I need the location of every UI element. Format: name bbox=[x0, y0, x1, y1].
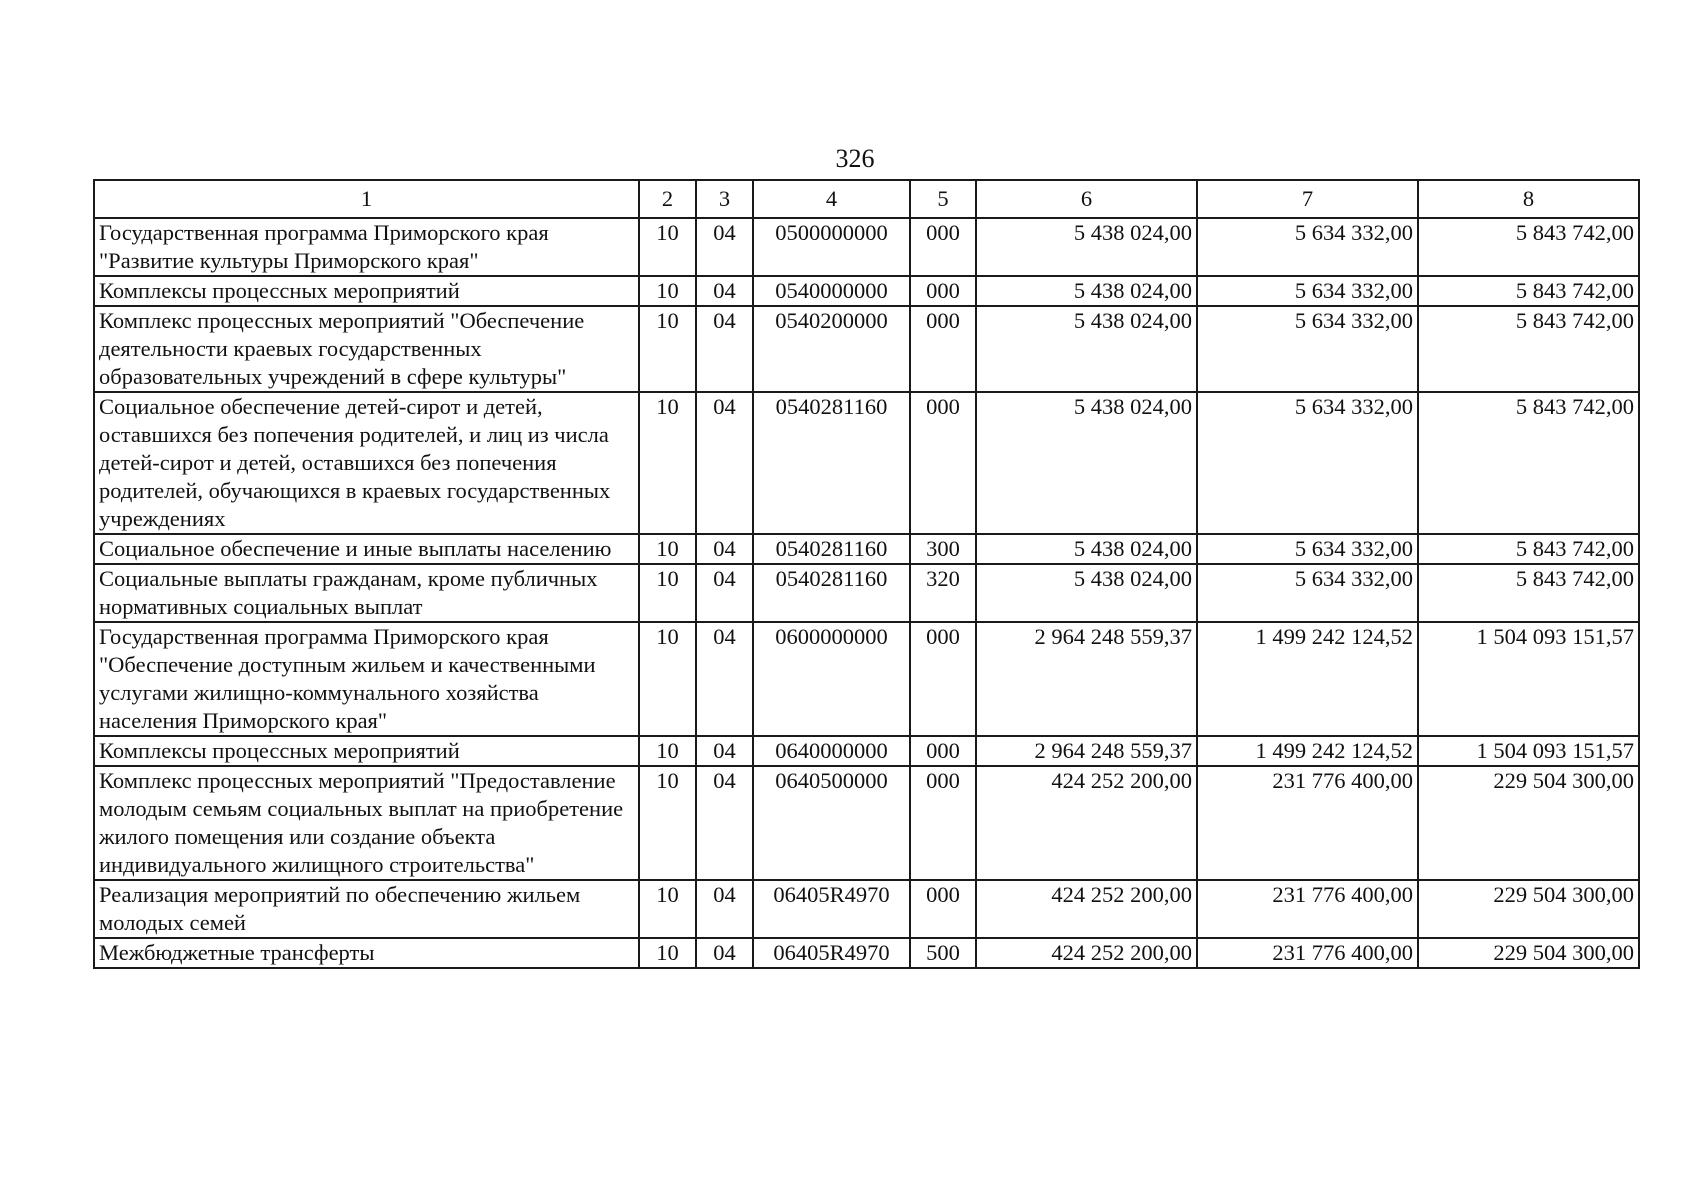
row-subsection: 04 bbox=[696, 880, 753, 938]
row-section: 10 bbox=[639, 766, 696, 880]
row-subsection: 04 bbox=[696, 218, 753, 276]
row-expense-type: 000 bbox=[910, 766, 976, 880]
row-target-code: 0500000000 bbox=[753, 218, 910, 276]
row-amount-col8: 5 843 742,00 bbox=[1418, 392, 1639, 534]
header-cell: 3 bbox=[696, 180, 753, 218]
row-target-code: 0640000000 bbox=[753, 736, 910, 766]
row-name: Государственная программа Приморского края "Развитие культуры Приморского края" bbox=[94, 218, 639, 276]
row-section: 10 bbox=[639, 564, 696, 622]
row-section: 10 bbox=[639, 736, 696, 766]
row-amount-col8: 5 843 742,00 bbox=[1418, 218, 1639, 276]
row-target-code: 0540281160 bbox=[753, 564, 910, 622]
row-name: Комплексы процессных мероприятий bbox=[94, 736, 639, 766]
row-section: 10 bbox=[639, 306, 696, 392]
row-amount-col6: 5 438 024,00 bbox=[976, 564, 1197, 622]
row-amount-col6: 424 252 200,00 bbox=[976, 880, 1197, 938]
budget-table bbox=[93, 179, 1640, 969]
row-name: Комплекс процессных мероприятий "Предоставление молодым семьям социальных выплат на приобретение жилого помещения или создание объекта индивидуального жилищного строительства" bbox=[94, 766, 639, 880]
row-amount-col8: 5 843 742,00 bbox=[1418, 306, 1639, 392]
row-name: Реализация мероприятий по обеспечению жильем молодых семей bbox=[94, 880, 639, 938]
row-amount-col7: 5 634 332,00 bbox=[1197, 218, 1418, 276]
row-amount-col8: 229 504 300,00 bbox=[1418, 766, 1639, 880]
table-row bbox=[94, 622, 1639, 736]
row-target-code: 0540000000 bbox=[753, 276, 910, 306]
row-amount-col6: 2 964 248 559,37 bbox=[976, 622, 1197, 736]
row-expense-type: 300 bbox=[910, 534, 976, 564]
row-expense-type: 000 bbox=[910, 276, 976, 306]
row-amount-col8: 229 504 300,00 bbox=[1418, 880, 1639, 938]
row-expense-type: 000 bbox=[910, 392, 976, 534]
row-name: Комплексы процессных мероприятий bbox=[94, 276, 639, 306]
table-row bbox=[94, 392, 1639, 534]
table-row bbox=[94, 736, 1639, 766]
row-section: 10 bbox=[639, 938, 696, 968]
row-amount-col6: 5 438 024,00 bbox=[976, 276, 1197, 306]
row-amount-col8: 5 843 742,00 bbox=[1418, 276, 1639, 306]
row-amount-col7: 1 499 242 124,52 bbox=[1197, 622, 1418, 736]
table-body bbox=[94, 218, 1639, 968]
row-expense-type: 000 bbox=[910, 306, 976, 392]
row-subsection: 04 bbox=[696, 622, 753, 736]
row-target-code: 0540200000 bbox=[753, 306, 910, 392]
row-amount-col8: 5 843 742,00 bbox=[1418, 534, 1639, 564]
row-section: 10 bbox=[639, 622, 696, 736]
header-cell: 6 bbox=[976, 180, 1197, 218]
row-amount-col7: 5 634 332,00 bbox=[1197, 564, 1418, 622]
row-amount-col8: 229 504 300,00 bbox=[1418, 938, 1639, 968]
table-row bbox=[94, 564, 1639, 622]
row-subsection: 04 bbox=[696, 306, 753, 392]
row-amount-col7: 5 634 332,00 bbox=[1197, 534, 1418, 564]
row-amount-col7: 231 776 400,00 bbox=[1197, 938, 1418, 968]
table-row bbox=[94, 938, 1639, 968]
row-amount-col6: 5 438 024,00 bbox=[976, 218, 1197, 276]
row-section: 10 bbox=[639, 880, 696, 938]
page-number: 326 bbox=[835, 144, 875, 173]
row-subsection: 04 bbox=[696, 564, 753, 622]
header-cell: 2 bbox=[639, 180, 696, 218]
row-name: Социальное обеспечение и иные выплаты населению bbox=[94, 534, 639, 564]
row-amount-col8: 1 504 093 151,57 bbox=[1418, 736, 1639, 766]
row-amount-col7: 231 776 400,00 bbox=[1197, 766, 1418, 880]
row-section: 10 bbox=[639, 392, 696, 534]
row-expense-type: 320 bbox=[910, 564, 976, 622]
table-row bbox=[94, 276, 1639, 306]
row-amount-col6: 5 438 024,00 bbox=[976, 306, 1197, 392]
header-cell: 7 bbox=[1197, 180, 1418, 218]
row-target-code: 06405R4970 bbox=[753, 938, 910, 968]
row-amount-col6: 424 252 200,00 bbox=[976, 938, 1197, 968]
table-row bbox=[94, 766, 1639, 880]
row-subsection: 04 bbox=[696, 766, 753, 880]
row-target-code: 0640500000 bbox=[753, 766, 910, 880]
table-row bbox=[94, 306, 1639, 392]
header-cell: 4 bbox=[753, 180, 910, 218]
row-name: Комплекс процессных мероприятий "Обеспечение деятельности краевых государственных образовательных учреждений в сфере культуры" bbox=[94, 306, 639, 392]
row-expense-type: 000 bbox=[910, 880, 976, 938]
row-section: 10 bbox=[639, 218, 696, 276]
row-expense-type: 500 bbox=[910, 938, 976, 968]
row-subsection: 04 bbox=[696, 392, 753, 534]
header-cell: 8 bbox=[1418, 180, 1639, 218]
row-expense-type: 000 bbox=[910, 218, 976, 276]
header-row bbox=[94, 180, 1639, 218]
row-target-code: 0600000000 bbox=[753, 622, 910, 736]
row-name: Социальные выплаты гражданам, кроме публичных нормативных социальных выплат bbox=[94, 564, 639, 622]
table-row bbox=[94, 880, 1639, 938]
row-name: Государственная программа Приморского края "Обеспечение доступным жильем и качественными услугами жилищно-коммунального хозяйства населения Приморского края" bbox=[94, 622, 639, 736]
row-name: Социальное обеспечение детей-сирот и детей, оставшихся без попечения родителей, и лиц из числа детей-сирот и детей, оставшихся без попечения родителей, обучающихся в краевых государственных учреждениях bbox=[94, 392, 639, 534]
row-amount-col6: 5 438 024,00 bbox=[976, 534, 1197, 564]
row-target-code: 0540281160 bbox=[753, 392, 910, 534]
row-amount-col8: 1 504 093 151,57 bbox=[1418, 622, 1639, 736]
row-amount-col7: 1 499 242 124,52 bbox=[1197, 736, 1418, 766]
row-target-code: 06405R4970 bbox=[753, 880, 910, 938]
table-row bbox=[94, 218, 1639, 276]
row-expense-type: 000 bbox=[910, 736, 976, 766]
row-section: 10 bbox=[639, 534, 696, 564]
row-amount-col7: 5 634 332,00 bbox=[1197, 306, 1418, 392]
row-subsection: 04 bbox=[696, 736, 753, 766]
row-amount-col6: 5 438 024,00 bbox=[976, 392, 1197, 534]
row-subsection: 04 bbox=[696, 276, 753, 306]
row-amount-col6: 424 252 200,00 bbox=[976, 766, 1197, 880]
row-section: 10 bbox=[639, 276, 696, 306]
row-expense-type: 000 bbox=[910, 622, 976, 736]
row-target-code: 0540281160 bbox=[753, 534, 910, 564]
row-subsection: 04 bbox=[696, 938, 753, 968]
row-amount-col7: 5 634 332,00 bbox=[1197, 392, 1418, 534]
header-cell: 5 bbox=[910, 180, 976, 218]
row-name: Межбюджетные трансферты bbox=[94, 938, 639, 968]
row-amount-col7: 231 776 400,00 bbox=[1197, 880, 1418, 938]
row-amount-col7: 5 634 332,00 bbox=[1197, 276, 1418, 306]
row-subsection: 04 bbox=[696, 534, 753, 564]
table-row bbox=[94, 534, 1639, 564]
row-amount-col6: 2 964 248 559,37 bbox=[976, 736, 1197, 766]
header-cell: 1 bbox=[94, 180, 639, 218]
row-amount-col8: 5 843 742,00 bbox=[1418, 564, 1639, 622]
